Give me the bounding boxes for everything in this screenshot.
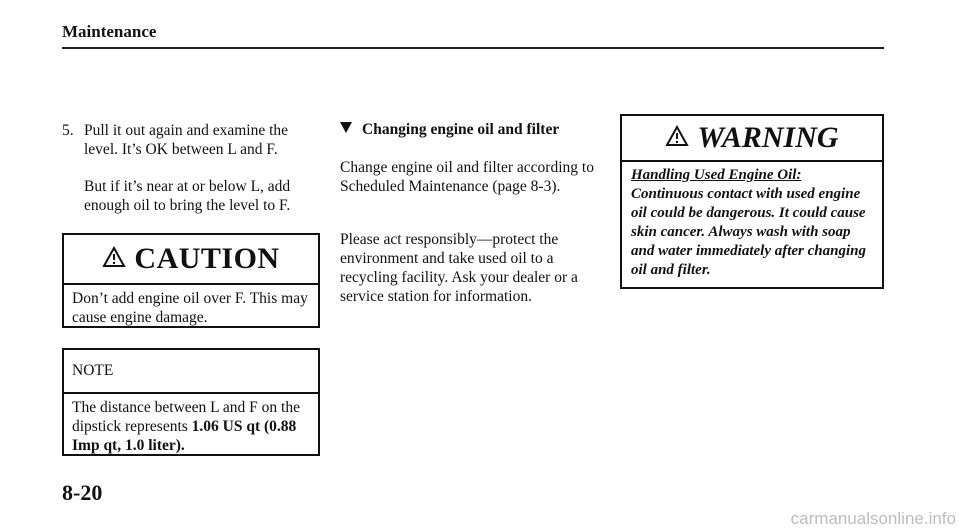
note-body [64, 394, 318, 459]
watermark: carmanualsonline.info [790, 509, 956, 528]
caution-box [62, 233, 320, 328]
caution-header [64, 235, 318, 285]
note-body-text: The distance between L and F on the dipstick represents [72, 399, 300, 435]
warning-title: WARNING [697, 121, 839, 154]
section-heading-text: Changing engine oil and filter [362, 121, 560, 138]
warning-body [622, 162, 882, 284]
caution-body: Don’t add engine oil over F. This may cause engine damage. [72, 290, 308, 326]
warning-triangle-icon [102, 242, 126, 276]
section-paragraph-2: Please act responsibly—protect the environment and take used oil to a recycling facility. Ask your dealer or a service station for information. [340, 231, 578, 305]
warning-triangle-icon [665, 121, 689, 155]
note-title: NOTE [64, 350, 318, 394]
note-body-measure: 1.06 US qt (0.88 Imp qt, 1.0 liter). [72, 418, 297, 454]
note-box [62, 348, 320, 456]
page-number: 8-20 [62, 480, 103, 505]
warning-subtitle: Handling Used Engine Oil: [631, 167, 802, 183]
page-header-title: Maintenance [62, 22, 157, 41]
section-paragraph-1: Change engine oil and filter according to Scheduled Maintenance (page 8-3). [340, 159, 594, 195]
warning-text: Continuous contact with used engine oil could be dangerous. It could cause skin cancer. Always wash with soap and water immediately after changing oil and filter. [631, 186, 866, 278]
down-triangle-icon [340, 122, 352, 133]
section-heading [340, 121, 559, 139]
step-5 [62, 121, 320, 159]
warning-box [620, 114, 884, 289]
step-text: Pull it out again and examine the level. It’s OK between L and F. [84, 122, 289, 158]
step-extra-text: But if it’s near at or below L, add enough oil to bring the level to F. [84, 178, 291, 214]
header-divider [62, 47, 884, 49]
warning-header [622, 116, 882, 162]
caution-title: CAUTION [134, 242, 280, 275]
step-number: 5. [62, 122, 74, 139]
